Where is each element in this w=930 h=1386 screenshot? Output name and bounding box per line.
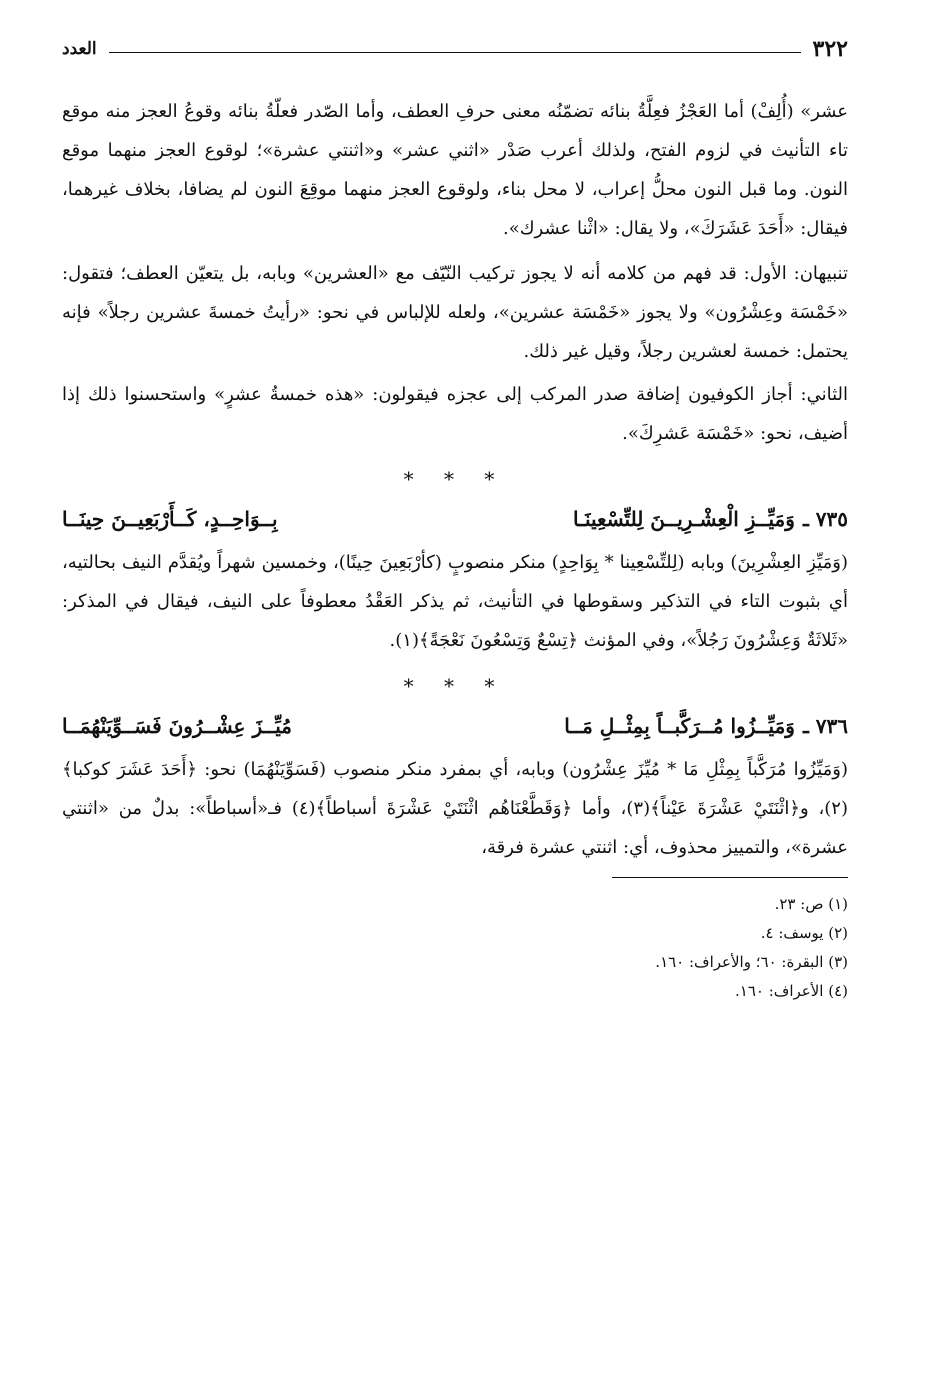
verse-736	[62, 714, 848, 738]
footnote: (٣) البقرة: ٦٠؛ والأعراف: ١٦٠.	[655, 953, 848, 971]
verse-second-hemistich: بِــوَاحِــدٍ، كَــأَرْبَعِيــنَ حِينَــا	[62, 507, 278, 531]
footnote: (٤) الأعراف: ١٦٠.	[735, 982, 848, 1000]
verse-735	[62, 507, 848, 531]
page-number: ٣٢٢	[812, 36, 848, 62]
verse-736-commentary: (وَمَيِّزُوا مُرَكَّباً بِمِثْلِ مَا * مُيِّزَ عِشْرُون) وبابه، أي بمفرد منكر منصوب (فَسَوِّيَنْهُمَا) نحو: ﴿أَحَدَ عَشَرَ كوكبا﴾(٢)، و﴿اثْنَتَيْ عَشْرَةَ عَيْناً﴾(٣)، وأما ﴿وَقَطَّعْنَاهُم اثْنَتَيْ عَشْرَةَ أسباطاً﴾(٤) فـ«أسباطاً»: بدلٌ من «اثنتي عشرة»، والتمييز محذوف، أي: اثنتي عشرة فرقة،	[62, 759, 848, 858]
footnote: (١) ص: ٢٣.	[774, 895, 848, 913]
header-rule	[109, 52, 801, 53]
footnote: (٢) يوسف: ٤.	[760, 924, 848, 942]
footnote-rule	[612, 877, 848, 878]
note-paragraph-second: الثاني: أجاز الكوفيون إضافة صدر المركب إلى عجزه فيقولون: «هذه خمسةُ عشرٍ» واستحسنوا ذلك إذا أضيف، نحو: «خَمْسَة عَشرِكَ».	[62, 384, 848, 444]
verse-735-commentary: (وَمَيِّزِ العِشْرِينَ) وبابه (لِلتِّسْعِينا * بِوَاحِدٍ) منكر منصوبٍ (كأرْبَعِينَ حِينًا)، وخمسين شهراً ويُقدَّم النيف بحالتيه، أي بثبوت التاء في التذكير وسقوطها في التأنيث، ثم يذكر العَقْدُ معطوفاً على النيف، فيقال في المذكر: «ثَلاثَةٌ وَعِشْرُونَ رَجُلاً»، وفي المؤنث ﴿تِسْعٌ وَتِسْعُونَ نَعْجَةً﴾(١).	[62, 552, 848, 651]
commentary-paragraph: عشر» (أُلِفْ) أما العَجْزُ فعِلَّةُ بنائه تضمّنُه معنى حرفِ العطف، وأما الصّدر فعلّةُ بنائه وقوعُ العجز منه موقع تاء التأنيث في لزوم الفتح، ولذلك أعرب صَدْر «اثني عشر» و«اثنتي عشرة»؛ لوقوع العجز منهما موقع النون. وما قبل النون محلُّ إعراب، لا محل بناء، ولوقوع العجز منهما موقِعَ النون لم يضافا، بخلاف غيرهما، فيقال: «أَحَدَ عَشَرَكَ»، ولا يقال: «اثْنا عشرك».	[62, 101, 848, 239]
chapter-title: العدد	[62, 39, 97, 59]
book-page	[62, 34, 848, 1006]
note-paragraph-first: تنبيهان: الأول: قد فهم من كلامه أنه لا يجوز تركيب النّيّف مع «العشرين» وبابه، بل يتعيّن العطف؛ فتقول: «خَمْسَة وعِشْرُون» ولا يجوز «خَمْسَة عشرين»، ولعله للإلباس في نحو: «رأيتُ خمسةَ عشرين رجلاً» فإنه يحتمل: خمسة لعشرين رجلاً، وقيل غير ذلك.	[62, 263, 848, 362]
verse-second-hemistich: مُيِّــزَ عِشْــرُونَ فَسَــوِّيَنْهُمَــا	[62, 714, 292, 738]
verse-number: ٧٣٥ ـ	[802, 507, 848, 531]
section-separator: * * *	[403, 674, 507, 698]
running-header	[62, 34, 848, 64]
verse-number: ٧٣٦ ـ	[802, 714, 848, 738]
verse-first-hemistich: وَمَيِّــزُوا مُــرَكَّبــاً بِمِثْــلِ مَــا	[564, 714, 795, 738]
section-separator: * * *	[403, 467, 507, 491]
verse-first-hemistich: وَمَيِّــزِ الْعِشْـرِيــنَ لِلتِّسْعِينَـا	[573, 507, 795, 531]
